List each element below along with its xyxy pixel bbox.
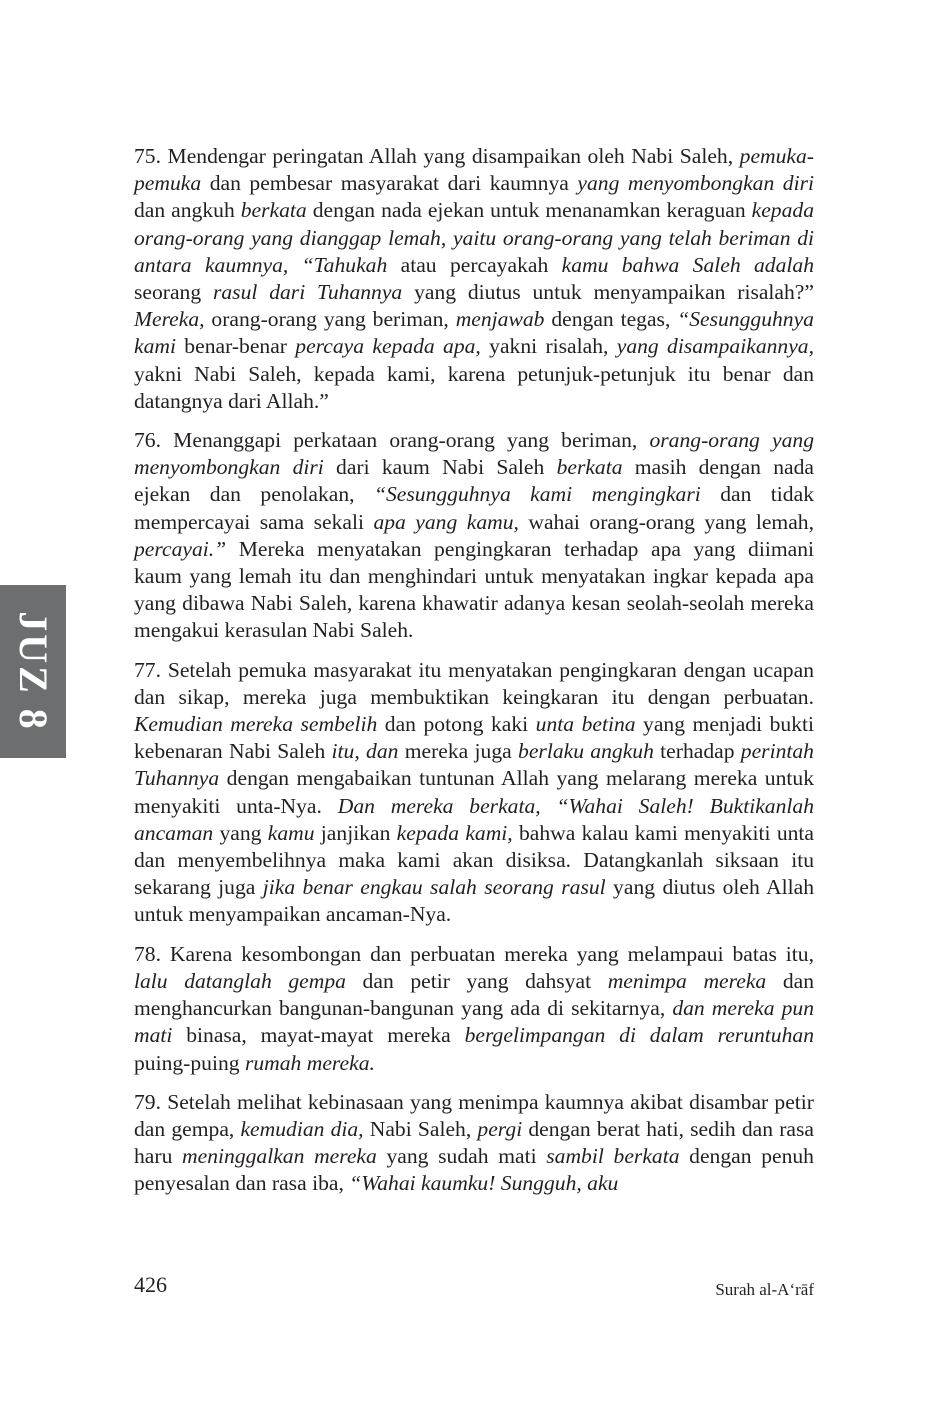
italic-segment: bergelimpangan di dalam reruntuhan [464,1023,814,1048]
italic-segment: berkata [240,198,307,223]
italic-segment: Kemudian mereka sembelih [134,712,378,737]
text-segment: binasa, mayat-mayat mereka [172,1023,465,1048]
text-segment: dari kaum Nabi Saleh [323,455,557,480]
italic-segment: jika benar engkau salah seorang rasul [262,875,606,900]
text-segment: dengan berat hati, sedih dan rasa haru [134,1116,814,1169]
paragraph-verse-76 [134,427,814,645]
italic-segment: kemudian dia, [240,1116,364,1141]
italic-segment: Dan mereka berkata, “Wahai Saleh! Buktikanlah ancaman [134,793,814,845]
text-segment: yakni Nabi Saleh, kepada kami, karena petunjuk-petunjuk itu benar dan datangnya dari Allah.” [134,361,814,413]
italic-segment: kamu [267,820,315,845]
text-segment: yang menjadi bukti kebenaran Nabi Saleh [134,712,814,764]
juz-label: JUZ 8 [10,611,56,732]
paragraph-verse-75 [134,143,814,415]
text-segment: yang sudah mati [376,1144,547,1169]
paragraph-verse-77 [134,657,814,929]
paragraph-verse-78 [134,941,814,1077]
text-segment: 76. Menanggapi perkataan orang-orang yang beriman, [134,428,650,453]
text-segment: dan menghancurkan bangunan-bangunan yang ada di sekitarnya, [134,968,815,1021]
text-segment: yakni risalah, [480,334,617,359]
text-segment: dengan nada ejekan untuk menanamkan keraguan [306,198,752,223]
italic-segment: “Sesungguhnya kami mengingkari [373,482,701,507]
italic-segment: percaya kepada apa, [295,334,481,359]
italic-segment: kepada kami, [396,820,513,845]
italic-segment: kepada orang-orang yang dianggap lemah, yaitu orang-orang yang telah beriman di antara kaumnya, “Tahukah [134,198,814,277]
text-segment: 79. Setelah melihat kebinasaan yang menimpa kaumnya akibat disambar petir dan gempa, [134,1089,814,1141]
text-segment: wahai orang-orang yang lemah, [518,509,814,534]
italic-segment: apa yang kamu, [373,509,519,534]
italic-segment: sambil berkata [546,1144,680,1169]
italic-segment: berkata [556,455,623,480]
italic-segment: menimpa mereka [607,968,767,993]
text-segment: yang diutus untuk menyampaikan risalah?” [402,280,814,305]
text-segment: dengan penuh penyesalan dan rasa iba, [134,1144,814,1196]
text-segment: dan pembesar masyarakat dari kaumnya [201,171,578,196]
italic-segment: unta betina [535,712,636,737]
italic-segment: pemuka-pemuka [134,144,814,196]
text-segment: dengan mengabaikan tuntunan Allah yang melarang mereka untuk menyakiti unta-Nya. [134,766,814,818]
text-segment: yang diutus oleh Allah untuk menyampaikan ancaman-Nya. [134,875,815,927]
text-segment: dan tidak mempercayai sama sekali [134,482,814,534]
text-segment: orang-orang yang beriman, [204,307,456,332]
text-segment: 75. Mendengar peringatan Allah yang disampaikan oleh Nabi Saleh, [134,144,740,168]
text-segment: janjikan [314,820,397,845]
italic-segment: orang-orang yang menyombongkan diri [134,428,814,480]
text-segment: bahwa kalau kami menyakiti unta dan menyembelihnya maka kami akan disiksa. Datangkanlah siksaan itu sekarang juga [134,820,814,900]
text-segment: 78. Karena kesombongan dan perbuatan mereka yang melampaui batas itu, [134,941,814,966]
text-segment: dan petir yang dahsyat [345,968,608,993]
text-segment: atau percayakah [387,252,562,277]
text-segment: terhadap [653,739,741,764]
italic-segment: berlaku angkuh [518,739,654,764]
italic-segment: meninggalkan mereka [182,1144,377,1169]
italic-segment: menjawab [455,307,545,332]
juz-side-tab [0,585,66,758]
italic-segment: perintah Tuhannya [134,739,814,791]
text-segment: yang [213,820,268,845]
italic-segment: percayai.” [134,536,227,561]
italic-segment: “Wahai kaumku! Sungguh, aku [349,1171,619,1196]
italic-segment: “Sesungguhnya kami [134,307,814,359]
text-segment: masih dengan nada ejekan dan penolakan, [134,455,814,507]
text-segment: dan potong kaki [377,712,536,737]
italic-segment: pergi [477,1116,523,1141]
italic-segment: kamu bahwa Saleh adalah [561,252,814,277]
text-segment: dan angkuh [134,198,241,223]
text-segment: benar-benar [175,334,296,359]
italic-segment: yang disampaikannya, [616,334,814,359]
text-segment: Mereka menyatakan pengingkaran terhadap apa yang diimani kaum yang lemah itu dan menghindari untuk menyatakan ingkar kepada apa yang dibawa Nabi Saleh, karena khawatir adanya kesan seolah-seolah mereka mengakui kerasulan Nabi Saleh. [134,536,814,643]
text-segment: Nabi Saleh, [363,1116,478,1141]
tafsir-text-block [134,143,814,1198]
text-segment: 77. Setelah pemuka masyarakat itu menyatakan pengingkaran dengan ucapan dan sikap, mereka juga membuktikan keingkaran itu dengan perbuatan. [134,657,814,709]
italic-segment: dan mereka pun mati [134,996,814,1048]
italic-segment: itu, dan [331,739,399,764]
italic-segment: lalu datanglah gempa [134,968,346,993]
italic-segment: yang menyombongkan diri [577,171,814,196]
italic-segment: Mereka, [134,307,205,332]
page-number: 426 [134,1272,167,1297]
text-segment: puing-puing [134,1050,245,1075]
italic-segment: rasul dari Tuhannya [212,280,403,305]
running-footer-surah: Surah al-A‘rāf [715,1280,814,1299]
text-segment: seorang [134,280,213,305]
text-segment: dengan tegas, [544,307,678,332]
italic-segment: rumah mereka. [244,1050,375,1075]
paragraph-verse-79 [134,1089,814,1198]
text-segment: mereka juga [398,739,519,764]
